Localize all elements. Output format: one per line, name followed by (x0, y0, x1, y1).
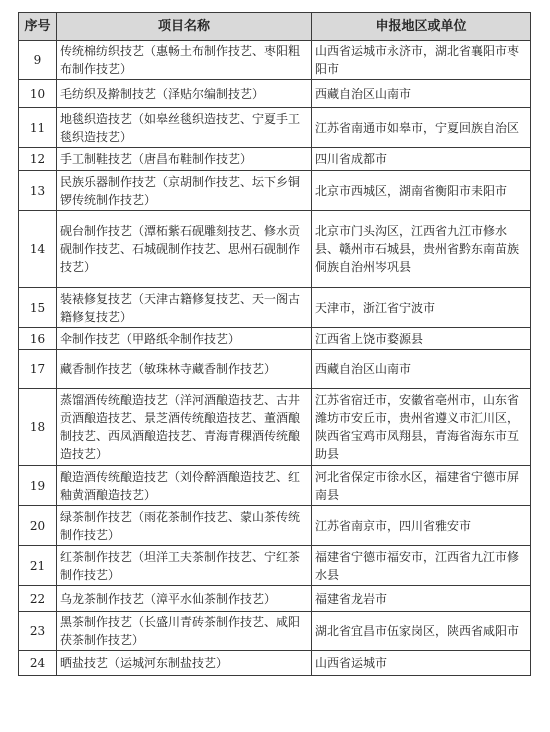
table-row (19, 108, 531, 148)
row-index: 13 (19, 171, 57, 211)
row-project-name: 乌龙茶制作技艺（漳平水仙茶制作技艺） (57, 586, 312, 612)
row-index: 15 (19, 288, 57, 328)
row-project-name: 蒸馏酒传统酿造技艺（洋河酒酿造技艺、古井贡酒酿造技艺、景芝酒传统酿造技艺、董酒酿制技艺、西凤酒酿造技艺、青海青稞酒传统酿造技艺） (57, 389, 312, 466)
row-region: 湖北省宜昌市伍家岗区，陕西省咸阳市 (312, 612, 531, 651)
table-row (19, 586, 531, 612)
row-region: 福建省宁德市福安市，江西省九江市修水县 (312, 546, 531, 586)
row-region: 江苏省南京市，四川省雅安市 (312, 506, 531, 546)
row-project-name: 地毯织造技艺（如皋丝毯织造技艺、宁夏手工毯织造技艺） (57, 108, 312, 148)
row-region: 江苏省南通市如皋市，宁夏回族自治区 (312, 108, 531, 148)
row-project-name: 伞制作技艺（甲路纸伞制作技艺） (57, 328, 312, 350)
row-index: 16 (19, 328, 57, 350)
row-project-name: 酿造酒传统酿造技艺（刘伶醉酒酿造技艺、红釉黄酒酿造技艺） (57, 466, 312, 506)
table-row (19, 389, 531, 466)
row-index: 17 (19, 350, 57, 389)
row-project-name: 传统棉纺织技艺（惠畅土布制作技艺、枣阳粗布制作技艺） (57, 41, 312, 80)
table-row (19, 328, 531, 350)
row-region: 西藏自治区山南市 (312, 350, 531, 389)
table-row (19, 171, 531, 211)
row-index: 10 (19, 80, 57, 108)
row-region: 江西省上饶市婺源县 (312, 328, 531, 350)
row-region: 河北省保定市徐水区，福建省宁德市屏南县 (312, 466, 531, 506)
table-row (19, 612, 531, 651)
table-row (19, 211, 531, 288)
row-region: 北京市门头沟区，江西省九江市修水县、赣州市石城县，贵州省黔东南苗族侗族自治州岑巩县 (312, 211, 531, 288)
row-region: 山西省运城市永济市，湖北省襄阳市枣阳市 (312, 41, 531, 80)
row-index: 19 (19, 466, 57, 506)
table-header-row (19, 13, 531, 41)
row-region: 江苏省宿迁市，安徽省亳州市，山东省潍坊市安丘市，贵州省遵义市汇川区，陕西省宝鸡市凤翔县，青海省海东市互助县 (312, 389, 531, 466)
row-project-name: 藏香制作技艺（敏珠林寺藏香制作技艺） (57, 350, 312, 389)
row-index: 22 (19, 586, 57, 612)
row-region: 北京市西城区，湖南省衡阳市耒阳市 (312, 171, 531, 211)
row-index: 18 (19, 389, 57, 466)
header-region: 申报地区或单位 (312, 13, 531, 41)
table-row (19, 41, 531, 80)
header-project-name: 项目名称 (57, 13, 312, 41)
table-row (19, 466, 531, 506)
table-row (19, 506, 531, 546)
row-region: 天津市，浙江省宁波市 (312, 288, 531, 328)
row-index: 9 (19, 41, 57, 80)
table-row (19, 350, 531, 389)
table-row (19, 80, 531, 108)
row-project-name: 毛纺织及擀制技艺（泽贴尔编制技艺） (57, 80, 312, 108)
row-project-name: 晒盐技艺（运城河东制盐技艺） (57, 651, 312, 676)
table-row (19, 288, 531, 328)
row-index: 12 (19, 148, 57, 171)
row-region: 四川省成都市 (312, 148, 531, 171)
table-row (19, 546, 531, 586)
row-region: 山西省运城市 (312, 651, 531, 676)
header-index: 序号 (19, 13, 57, 41)
row-project-name: 民族乐器制作技艺（京胡制作技艺、坛下乡铜锣传统制作技艺） (57, 171, 312, 211)
row-region: 西藏自治区山南市 (312, 80, 531, 108)
table-row (19, 651, 531, 676)
row-index: 21 (19, 546, 57, 586)
row-region: 福建省龙岩市 (312, 586, 531, 612)
table-row (19, 148, 531, 171)
row-project-name: 绿茶制作技艺（雨花茶制作技艺、蒙山茶传统制作技艺） (57, 506, 312, 546)
row-index: 11 (19, 108, 57, 148)
row-project-name: 砚台制作技艺（潭柘紫石砚雕刻技艺、修水贡砚制作技艺、石城砚制作技艺、思州石砚制作技艺） (57, 211, 312, 288)
row-project-name: 黑茶制作技艺（长盛川青砖茶制作技艺、咸阳茯茶制作技艺） (57, 612, 312, 651)
row-index: 23 (19, 612, 57, 651)
row-project-name: 装裱修复技艺（天津古籍修复技艺、天一阁古籍修复技艺） (57, 288, 312, 328)
row-index: 20 (19, 506, 57, 546)
row-index: 14 (19, 211, 57, 288)
row-project-name: 红茶制作技艺（坦洋工夫茶制作技艺、宁红茶制作技艺） (57, 546, 312, 586)
heritage-table (18, 12, 531, 676)
row-index: 24 (19, 651, 57, 676)
row-project-name: 手工制鞋技艺（唐昌布鞋制作技艺） (57, 148, 312, 171)
